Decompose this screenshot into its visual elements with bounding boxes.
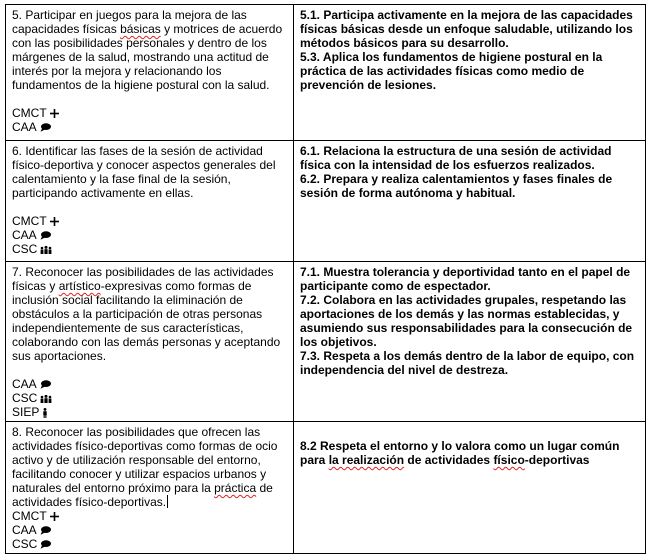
plus-icon [50,109,59,118]
competence-siep: SIEP [12,405,288,419]
criteria-cell[interactable] [294,422,646,554]
competence-caa: CAA [12,377,288,391]
text-cursor [167,495,168,508]
objective-cell[interactable] [6,422,294,554]
competence-caa: CAA [12,120,288,134]
spellcheck-word: básicas [120,22,161,36]
criterion-text: 7.1. Muestra tolerancia y deportividad tanto en el papel de participante como de espectador. [300,265,631,293]
objective-cell[interactable] [6,262,294,422]
objective-text: 5. Participar en juegos para la mejora de las capacidades físicas básicas y motrices de acuerdo con las posibilidades personales y dentro de los márgenes de la salud, mostrando una actitud de interés por la mejora y relacionando los fundamentos de la higiene postural con la salud. [12,8,283,92]
criterion-text: 5.3. Aplica los fundamentos de higiene postural en la práctica de las actividades físicas como medio de prevención de lesiones. [300,50,603,92]
spellcheck-word: físico [493,453,525,467]
plus-icon [50,217,59,226]
plus-icon [50,512,59,521]
criterion-text: 8.2 Respeta el entorno y lo valora como un lugar común para la realización de actividades físico-deportivas [300,439,620,467]
criterion-text: 7.2. Colabora en las actividades grupales, respetando las aportaciones de los demás y las normas establecidas, y asumiendo sus responsabilidades para la consecución de los objetivos. [300,293,633,349]
competence-cmct: CMCT [12,214,288,228]
objective-text: 8. Reconocer las posibilidades que ofrecen las actividades físico-deportivas como formas de ocio activo y de utilización responsable del entorno, facilitando conocer y utilizar espacios urbanos y naturales del entorno próximo para la práctica de actividades físico-deportivas. [12,425,278,509]
objective-cell[interactable] [6,141,294,262]
competence-csc: CSC [12,242,288,256]
table-row [6,262,646,422]
criteria-cell[interactable] [294,141,646,262]
competence-caa: CAA [12,523,288,537]
table-row [6,5,646,141]
criterion-text: 7.3. Respeta a los demás dentro de la labor de equipo, con independencia del nivel de destreza. [300,349,635,377]
spellcheck-word: la realización [328,453,405,467]
competence-csc: CSC [12,391,288,405]
table-row [6,141,646,262]
people-group-icon [40,245,52,254]
spellcheck-word: artístico [58,279,101,293]
competence-caa: CAA [12,228,288,242]
competences-table [5,4,646,554]
criterion-text: 6.1. Relaciona la estructura de una sesión de actividad física con la intensidad de los esfuerzos realizados. [300,144,612,172]
competence-csc: CSC [12,537,288,551]
objective-text: 7. Reconocer las posibilidades de las actividades físicas y artístico-expresivas como formas de inclusión social facilitando la eliminación de obstáculos a la participación de otras personas independientemente de sus características, colaborando con las demás personas y aceptando sus aportaciones. [12,265,281,363]
speech-bubble-icon [40,123,51,132]
table-row [6,422,646,554]
speech-bubble-icon [40,540,51,549]
people-group-icon [40,394,52,403]
criteria-cell[interactable] [294,5,646,141]
competence-cmct: CMCT [12,106,288,120]
criterion-text: 6.2. Prepara y realiza calentamientos y fases finales de sesión de forma autónoma y habitual. [300,172,613,200]
criterion-text: 5.1. Participa activamente en la mejora de las capacidades físicas básicas desde un enfoque saludable, utilizando los métodos básicos para su desarrollo. [300,8,633,50]
person-icon [42,408,48,418]
criteria-cell[interactable] [294,262,646,422]
objective-text: 6. Identificar las fases de la sesión de actividad físico-deportiva y conocer aspectos generales del calentamiento y la fase final de la sesión, participando activamente en ellas. [12,144,276,200]
objective-cell[interactable] [6,5,294,141]
spellcheck-word: práctica [214,481,257,495]
speech-bubble-icon [40,380,51,389]
speech-bubble-icon [40,526,51,535]
speech-bubble-icon [40,231,51,240]
competence-cmct: CMCT [12,509,288,523]
